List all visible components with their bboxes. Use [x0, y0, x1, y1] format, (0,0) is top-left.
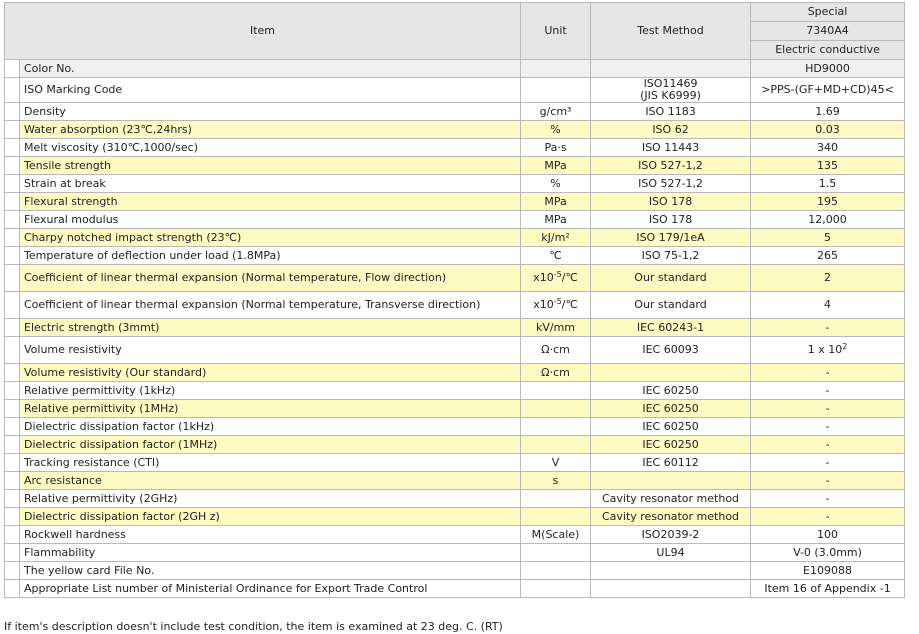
table-row	[5, 364, 905, 382]
row-value: >PPS-(GF+MD+CD)45<	[751, 78, 905, 103]
row-test-method	[591, 580, 751, 598]
row-item: Volume resistivity (Our standard)	[20, 364, 521, 382]
row-item: Flammability	[20, 544, 521, 562]
table-row	[5, 229, 905, 247]
table-row	[5, 211, 905, 229]
value-exponent: 2	[842, 342, 848, 351]
row-gutter	[5, 103, 20, 121]
row-gutter	[5, 78, 20, 103]
test-method-line2: (JIS K6999)	[640, 89, 701, 102]
row-unit: V	[521, 454, 591, 472]
row-item: Dielectric dissipation factor (2GH z)	[20, 508, 521, 526]
row-unit: MPa	[521, 193, 591, 211]
table-row	[5, 526, 905, 544]
row-test-method: UL94	[591, 544, 751, 562]
table-row	[5, 139, 905, 157]
row-value: 265	[751, 247, 905, 265]
row-unit: MPa	[521, 157, 591, 175]
row-test-method	[591, 472, 751, 490]
row-unit: Ω·cm	[521, 337, 591, 364]
unit-exponent: -5	[553, 297, 562, 306]
row-unit	[521, 418, 591, 436]
table-row	[5, 292, 905, 319]
table-row	[5, 508, 905, 526]
row-test-method: IEC 60112	[591, 454, 751, 472]
row-value: 135	[751, 157, 905, 175]
row-gutter	[5, 382, 20, 400]
footnote: If item's description doesn't include test condition, the item is examined at 23 deg. C. (RT)	[4, 620, 503, 633]
row-unit: %	[521, 175, 591, 193]
table-row	[5, 580, 905, 598]
header-grade-name: 7340A4	[751, 22, 905, 41]
row-test-method: Cavity resonator method	[591, 508, 751, 526]
header-item: Item	[5, 3, 521, 60]
row-test-method: IEC 60243-1	[591, 319, 751, 337]
value-base: 1 x 10	[807, 343, 843, 356]
row-test-method: ISO 11443	[591, 139, 751, 157]
table-row	[5, 103, 905, 121]
table-row	[5, 157, 905, 175]
row-item: Rockwell hardness	[20, 526, 521, 544]
row-item: Arc resistance	[20, 472, 521, 490]
row-unit: %	[521, 121, 591, 139]
spec-table-container	[4, 2, 904, 598]
row-test-method: Cavity resonator method	[591, 490, 751, 508]
row-gutter	[5, 490, 20, 508]
row-value: -	[751, 454, 905, 472]
row-gutter	[5, 247, 20, 265]
header-grade-type: Electric conductive	[751, 41, 905, 60]
row-item: Density	[20, 103, 521, 121]
row-test-method	[591, 562, 751, 580]
row-gutter	[5, 526, 20, 544]
row-item: Tensile strength	[20, 157, 521, 175]
table-row	[5, 562, 905, 580]
header-unit: Unit	[521, 3, 591, 60]
row-item: Coefficient of linear thermal expansion (Normal temperature, Flow direction)	[20, 265, 521, 292]
row-value: 5	[751, 229, 905, 247]
row-gutter	[5, 544, 20, 562]
row-value: 1.69	[751, 103, 905, 121]
table-row	[5, 544, 905, 562]
row-test-method	[591, 78, 751, 103]
table-row	[5, 382, 905, 400]
row-gutter	[5, 337, 20, 364]
row-gutter	[5, 319, 20, 337]
row-test-method: IEC 60250	[591, 436, 751, 454]
row-item: ISO Marking Code	[20, 78, 521, 103]
row-item: Flexural strength	[20, 193, 521, 211]
row-value: Item 16 of Appendix -1	[751, 580, 905, 598]
row-gutter	[5, 436, 20, 454]
row-gutter	[5, 580, 20, 598]
table-row	[5, 121, 905, 139]
table-row	[5, 400, 905, 418]
row-value: 340	[751, 139, 905, 157]
row-unit	[521, 490, 591, 508]
row-item: Relative permittivity (1MHz)	[20, 400, 521, 418]
row-value	[751, 337, 905, 364]
unit-base: x10	[533, 271, 554, 284]
row-test-method: IEC 60093	[591, 337, 751, 364]
table-row	[5, 78, 905, 103]
row-test-method: ISO 178	[591, 211, 751, 229]
row-unit	[521, 292, 591, 319]
row-gutter	[5, 175, 20, 193]
unit-tail: /℃	[561, 298, 578, 311]
row-gutter	[5, 454, 20, 472]
row-gutter	[5, 211, 20, 229]
table-row	[5, 175, 905, 193]
row-value: 0.03	[751, 121, 905, 139]
row-gutter	[5, 472, 20, 490]
row-unit: M(Scale)	[521, 526, 591, 544]
row-unit: kJ/m²	[521, 229, 591, 247]
row-value: 4	[751, 292, 905, 319]
row-test-method: ISO 62	[591, 121, 751, 139]
row-item: Coefficient of linear thermal expansion (Normal temperature, Transverse direction)	[20, 292, 521, 319]
row-value: HD9000	[751, 60, 905, 78]
row-item: Strain at break	[20, 175, 521, 193]
row-gutter	[5, 121, 20, 139]
header-test-method: Test Method	[591, 3, 751, 60]
row-test-method: ISO 75-1,2	[591, 247, 751, 265]
table-row	[5, 490, 905, 508]
row-item: Relative permittivity (2GHz)	[20, 490, 521, 508]
table-row	[5, 247, 905, 265]
row-item: Flexural modulus	[20, 211, 521, 229]
row-item: Electric strength (3mmt)	[20, 319, 521, 337]
table-row	[5, 436, 905, 454]
row-unit: g/cm³	[521, 103, 591, 121]
row-unit	[521, 265, 591, 292]
row-item: Dielectric dissipation factor (1kHz)	[20, 418, 521, 436]
header-grade-group: Special	[751, 3, 905, 22]
row-unit: kV/mm	[521, 319, 591, 337]
row-unit	[521, 580, 591, 598]
row-test-method: ISO 1183	[591, 103, 751, 121]
row-item: The yellow card File No.	[20, 562, 521, 580]
row-test-method: ISO2039-2	[591, 526, 751, 544]
row-value: E109088	[751, 562, 905, 580]
row-unit: MPa	[521, 211, 591, 229]
spec-table	[4, 2, 905, 598]
table-row	[5, 319, 905, 337]
row-value: -	[751, 400, 905, 418]
row-value: V-0 (3.0mm)	[751, 544, 905, 562]
row-value: -	[751, 418, 905, 436]
row-value: -	[751, 364, 905, 382]
row-item: Tracking resistance (CTI)	[20, 454, 521, 472]
row-test-method: Our standard	[591, 265, 751, 292]
row-item: Charpy notched impact strength (23℃)	[20, 229, 521, 247]
row-gutter	[5, 292, 20, 319]
row-gutter	[5, 400, 20, 418]
row-item: Volume resistivity	[20, 337, 521, 364]
row-unit: Ω·cm	[521, 364, 591, 382]
row-item: Temperature of deflection under load (1.8MPa)	[20, 247, 521, 265]
table-row	[5, 418, 905, 436]
row-unit: s	[521, 472, 591, 490]
row-value: -	[751, 319, 905, 337]
table-body	[5, 60, 905, 598]
row-test-method: ISO 527-1,2	[591, 175, 751, 193]
row-gutter	[5, 265, 20, 292]
table-row	[5, 337, 905, 364]
unit-exponent: -5	[553, 270, 562, 279]
table-row	[5, 472, 905, 490]
row-gutter	[5, 193, 20, 211]
table-row	[5, 454, 905, 472]
row-item: Relative permittivity (1kHz)	[20, 382, 521, 400]
row-gutter	[5, 364, 20, 382]
row-value: 195	[751, 193, 905, 211]
row-value: -	[751, 472, 905, 490]
unit-tail: /℃	[561, 271, 578, 284]
row-test-method: Our standard	[591, 292, 751, 319]
row-gutter	[5, 139, 20, 157]
row-unit	[521, 562, 591, 580]
row-unit	[521, 382, 591, 400]
row-value: -	[751, 436, 905, 454]
row-gutter	[5, 60, 20, 78]
row-item: Appropriate List number of Ministerial Ordinance for Export Trade Control	[20, 580, 521, 598]
row-item: Color No.	[20, 60, 521, 78]
row-unit: Pa·s	[521, 139, 591, 157]
table-row	[5, 193, 905, 211]
row-unit	[521, 60, 591, 78]
row-value: -	[751, 490, 905, 508]
row-unit	[521, 508, 591, 526]
row-item: Dielectric dissipation factor (1MHz)	[20, 436, 521, 454]
row-test-method	[591, 60, 751, 78]
row-unit	[521, 400, 591, 418]
row-unit: ℃	[521, 247, 591, 265]
row-test-method: ISO 179/1eA	[591, 229, 751, 247]
row-value: -	[751, 382, 905, 400]
row-test-method: ISO 527-1,2	[591, 157, 751, 175]
row-test-method: IEC 60250	[591, 418, 751, 436]
row-gutter	[5, 418, 20, 436]
unit-base: x10	[533, 298, 554, 311]
table-row	[5, 60, 905, 78]
table-header	[5, 3, 905, 60]
row-value: 1.5	[751, 175, 905, 193]
row-test-method: ISO 178	[591, 193, 751, 211]
row-gutter	[5, 508, 20, 526]
row-value: -	[751, 508, 905, 526]
row-unit	[521, 544, 591, 562]
row-test-method: IEC 60250	[591, 382, 751, 400]
row-value: 100	[751, 526, 905, 544]
row-gutter	[5, 562, 20, 580]
row-value: 2	[751, 265, 905, 292]
row-unit	[521, 78, 591, 103]
row-test-method: IEC 60250	[591, 400, 751, 418]
table-row	[5, 265, 905, 292]
row-gutter	[5, 229, 20, 247]
row-unit	[521, 436, 591, 454]
row-item: Water absorption (23℃,24hrs)	[20, 121, 521, 139]
row-item: Melt viscosity (310℃,1000/sec)	[20, 139, 521, 157]
row-gutter	[5, 157, 20, 175]
row-value: 12,000	[751, 211, 905, 229]
test-method-line1: ISO11469	[643, 77, 698, 90]
row-test-method	[591, 364, 751, 382]
